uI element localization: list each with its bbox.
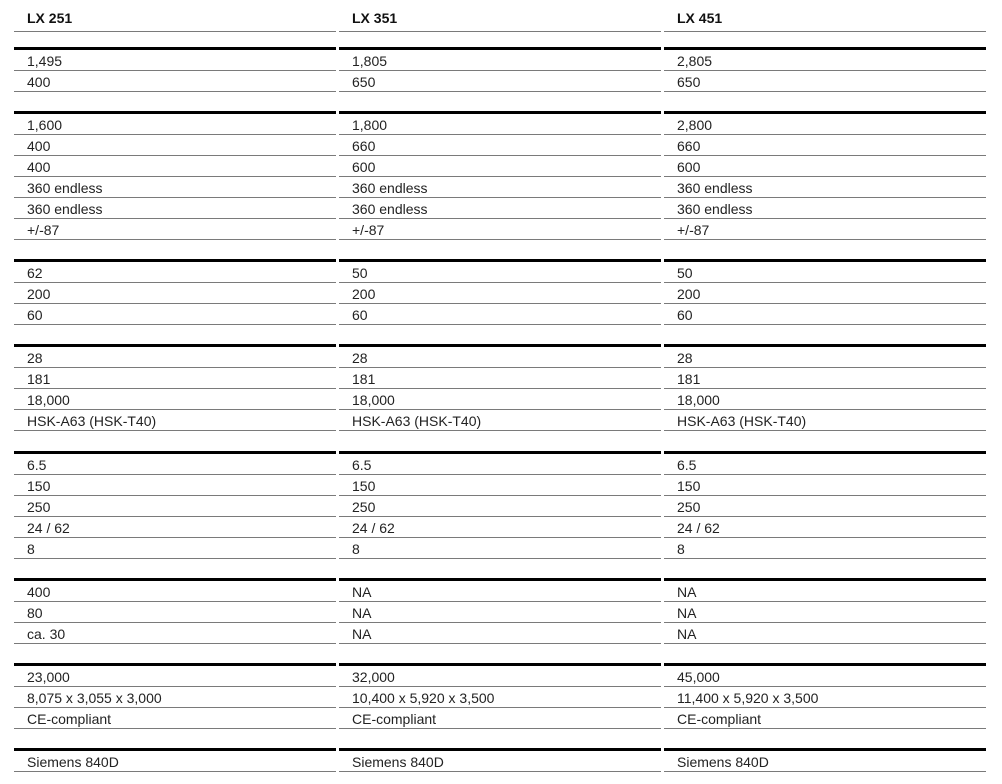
spec-row	[14, 602, 336, 623]
spec-value: 400	[27, 584, 51, 600]
spec-row	[14, 687, 336, 708]
spec-group	[14, 47, 336, 92]
spec-value: 250	[352, 499, 376, 515]
spec-row	[664, 283, 986, 304]
spec-value: Siemens 840D	[677, 754, 769, 770]
spec-row	[339, 71, 661, 92]
spec-group	[339, 578, 661, 644]
spec-value: NA	[677, 584, 697, 600]
spec-value: 600	[677, 159, 701, 175]
spec-value: 200	[27, 286, 51, 302]
spec-value: 360 endless	[677, 201, 753, 217]
spec-row	[664, 454, 986, 475]
spec-row	[339, 538, 661, 559]
spec-value: NA	[352, 605, 372, 621]
spec-row	[339, 623, 661, 644]
spec-row	[664, 347, 986, 368]
spec-row	[14, 454, 336, 475]
spec-row	[14, 368, 336, 389]
spec-group	[14, 578, 336, 644]
spec-value: 11,400 x 5,920 x 3,500	[677, 690, 819, 706]
spec-group	[664, 748, 986, 772]
spec-row	[339, 410, 661, 431]
spec-row	[339, 666, 661, 687]
spec-value: 360 endless	[677, 180, 753, 196]
spec-value: 1,805	[352, 53, 388, 69]
spec-value: ca. 30	[27, 626, 66, 642]
spec-row	[664, 389, 986, 410]
spec-group	[14, 259, 336, 325]
spec-group	[664, 578, 986, 644]
spec-value: CE-compliant	[27, 711, 112, 727]
spec-group	[14, 451, 336, 559]
spec-group	[339, 47, 661, 92]
spec-value: 360 endless	[27, 201, 103, 217]
spec-group	[664, 344, 986, 431]
spec-row	[664, 751, 986, 772]
spec-value: 8,075 x 3,055 x 3,000	[27, 690, 162, 706]
spec-value: 6.5	[27, 457, 47, 473]
spec-row	[664, 50, 986, 71]
spec-row	[339, 198, 661, 219]
spec-value: 2,805	[677, 53, 713, 69]
spec-group	[339, 344, 661, 431]
spec-value: 250	[677, 499, 701, 515]
spec-value: 200	[677, 286, 701, 302]
spec-row	[339, 368, 661, 389]
spec-value: CE-compliant	[677, 711, 762, 727]
spec-value: +/-87	[352, 222, 385, 238]
spec-row	[664, 304, 986, 325]
spec-value: CE-compliant	[352, 711, 437, 727]
spec-row	[664, 538, 986, 559]
spec-row	[339, 496, 661, 517]
spec-value: 2,800	[677, 117, 713, 133]
spec-value: 6.5	[352, 457, 372, 473]
spec-value: 1,495	[27, 53, 63, 69]
spec-value: 150	[677, 478, 701, 494]
spec-value: 50	[352, 265, 368, 281]
spec-row	[339, 114, 661, 135]
spec-value: 24 / 62	[677, 520, 720, 536]
spec-row	[339, 454, 661, 475]
spec-row	[14, 623, 336, 644]
spec-row	[14, 198, 336, 219]
spec-value: HSK-A63 (HSK-T40)	[27, 413, 157, 429]
spec-row	[664, 368, 986, 389]
spec-row	[664, 262, 986, 283]
spec-value: NA	[352, 584, 372, 600]
spec-row	[14, 389, 336, 410]
spec-value: 8	[352, 541, 360, 557]
spec-row	[664, 156, 986, 177]
spec-value: 32,000	[352, 669, 395, 685]
spec-row	[14, 581, 336, 602]
spec-row	[664, 475, 986, 496]
spec-value: 360 endless	[352, 201, 428, 217]
spec-row	[664, 581, 986, 602]
spec-row	[664, 623, 986, 644]
spec-row	[339, 304, 661, 325]
spec-row	[664, 666, 986, 687]
spec-value: 181	[352, 371, 376, 387]
spec-value: Siemens 840D	[352, 754, 444, 770]
spec-value: 400	[27, 159, 51, 175]
column-header	[14, 8, 336, 32]
spec-value: 181	[27, 371, 51, 387]
spec-group	[664, 663, 986, 729]
spec-group	[339, 451, 661, 559]
spec-value: +/-87	[27, 222, 60, 238]
spec-value: 23,000	[27, 669, 70, 685]
spec-row	[339, 602, 661, 623]
spec-value: 200	[352, 286, 376, 302]
spec-value: 28	[677, 350, 693, 366]
spec-row	[664, 177, 986, 198]
spec-row	[14, 751, 336, 772]
spec-value: 181	[677, 371, 701, 387]
spec-row	[14, 666, 336, 687]
spec-value: NA	[677, 605, 697, 621]
spec-value: 1,600	[27, 117, 63, 133]
spec-row	[14, 475, 336, 496]
spec-row	[339, 156, 661, 177]
spec-row	[339, 219, 661, 240]
spec-row	[14, 135, 336, 156]
spec-value: 50	[677, 265, 693, 281]
column-header-label: LX 251	[27, 10, 73, 26]
spec-value: 18,000	[677, 392, 720, 408]
spec-row	[339, 262, 661, 283]
spec-value: HSK-A63 (HSK-T40)	[352, 413, 482, 429]
spec-row	[664, 198, 986, 219]
spec-row	[339, 177, 661, 198]
spec-row	[14, 538, 336, 559]
spec-value: NA	[352, 626, 372, 642]
spec-row	[14, 177, 336, 198]
spec-value: 360 endless	[27, 180, 103, 196]
spec-group	[14, 663, 336, 729]
spec-group	[664, 451, 986, 559]
spec-value: 650	[677, 74, 701, 90]
spec-group	[339, 663, 661, 729]
spec-row	[339, 389, 661, 410]
spec-row	[14, 283, 336, 304]
spec-row	[14, 156, 336, 177]
spec-row	[14, 708, 336, 729]
spec-value: 1,800	[352, 117, 388, 133]
spec-row	[14, 347, 336, 368]
spec-value: 45,000	[677, 669, 720, 685]
spec-value: 28	[27, 350, 43, 366]
spec-group	[14, 748, 336, 772]
spec-row	[14, 262, 336, 283]
spec-value: 6.5	[677, 457, 697, 473]
spec-row	[14, 50, 336, 71]
spec-value: 60	[677, 307, 693, 323]
spec-group	[664, 47, 986, 92]
spec-value: 24 / 62	[27, 520, 70, 536]
spec-row	[664, 708, 986, 729]
spec-group	[664, 259, 986, 325]
spec-value: 660	[677, 138, 701, 154]
spec-value: 600	[352, 159, 376, 175]
spec-value: 650	[352, 74, 376, 90]
spec-value: 10,400 x 5,920 x 3,500	[352, 690, 495, 706]
spec-row	[664, 496, 986, 517]
spec-row	[14, 114, 336, 135]
spec-value: +/-87	[677, 222, 710, 238]
spec-row	[664, 135, 986, 156]
spec-group	[14, 111, 336, 240]
spec-row	[664, 219, 986, 240]
spec-value: HSK-A63 (HSK-T40)	[677, 413, 807, 429]
spec-value: 18,000	[352, 392, 395, 408]
spec-value: 28	[352, 350, 368, 366]
spec-row	[664, 410, 986, 431]
spec-value: Siemens 840D	[27, 754, 119, 770]
spec-row	[664, 71, 986, 92]
spec-row	[664, 687, 986, 708]
spec-row	[339, 475, 661, 496]
spec-row	[339, 687, 661, 708]
spec-row	[339, 581, 661, 602]
spec-value: 62	[27, 265, 43, 281]
spec-group	[664, 111, 986, 240]
spec-row	[664, 602, 986, 623]
column-header	[339, 8, 661, 32]
spec-row	[339, 50, 661, 71]
spec-row	[339, 708, 661, 729]
spec-value: 250	[27, 499, 51, 515]
column-header	[664, 8, 986, 32]
spec-value: 24 / 62	[352, 520, 395, 536]
spec-value: 60	[352, 307, 368, 323]
spec-value: 8	[677, 541, 685, 557]
spec-group	[339, 111, 661, 240]
spec-group	[339, 748, 661, 772]
spec-value: 18,000	[27, 392, 70, 408]
spec-row	[664, 517, 986, 538]
spec-value: 150	[27, 478, 51, 494]
spec-row	[339, 283, 661, 304]
spec-value: NA	[677, 626, 697, 642]
spec-value: 80	[27, 605, 43, 621]
spec-value: 8	[27, 541, 35, 557]
spec-value: 60	[27, 307, 43, 323]
column-header-label: LX 351	[352, 10, 398, 26]
spec-value: 400	[27, 138, 51, 154]
column-header-label: LX 451	[677, 10, 723, 26]
spec-row	[14, 219, 336, 240]
spec-row	[339, 347, 661, 368]
spec-value: 360 endless	[352, 180, 428, 196]
spec-value: 660	[352, 138, 376, 154]
spec-group	[339, 259, 661, 325]
spec-row	[664, 114, 986, 135]
spec-row	[14, 517, 336, 538]
spec-row	[339, 135, 661, 156]
spec-row	[339, 751, 661, 772]
spec-value: 150	[352, 478, 376, 494]
spec-row	[14, 304, 336, 325]
spec-row	[339, 517, 661, 538]
spec-value: 400	[27, 74, 51, 90]
spec-row	[14, 71, 336, 92]
spec-row	[14, 496, 336, 517]
spec-group	[14, 344, 336, 431]
spec-row	[14, 410, 336, 431]
